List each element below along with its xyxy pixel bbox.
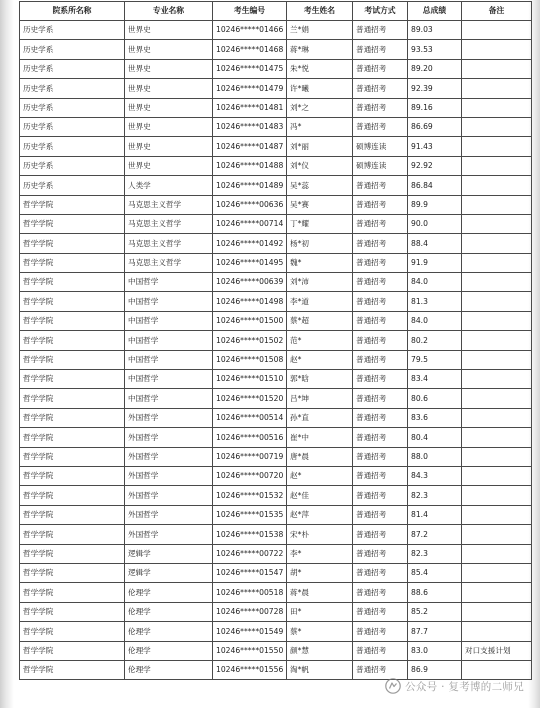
cell-major: 逻辑学 [125,563,213,582]
cell-major: 世界史 [125,21,213,40]
cell-exam-type: 普通招考 [353,602,408,621]
column-header-candidate-id: 考生编号 [213,2,287,21]
cell-major: 伦理学 [125,583,213,602]
table-row [20,389,532,408]
cell-department: 历史学系 [20,59,125,78]
cell-total-score: 83.6 [408,408,462,427]
cell-remarks [462,486,532,505]
table-row [20,59,532,78]
cell-candidate-name: 兰*娟 [287,21,353,40]
cell-department: 哲学学院 [20,408,125,427]
cell-candidate-id: 10246*****00639 [213,273,287,292]
cell-major: 人类学 [125,176,213,195]
cell-major: 中国哲学 [125,292,213,311]
cell-exam-type: 普通招考 [353,292,408,311]
cell-remarks [462,273,532,292]
cell-department: 哲学学院 [20,622,125,641]
cell-major: 中国哲学 [125,389,213,408]
cell-total-score: 84.0 [408,273,462,292]
cell-candidate-name: 胡* [287,563,353,582]
cell-remarks [462,525,532,544]
cell-department: 哲学学院 [20,544,125,563]
cell-total-score: 82.3 [408,486,462,505]
cell-department: 哲学学院 [20,486,125,505]
column-header-total-score: 总成绩 [408,2,462,21]
cell-major: 中国哲学 [125,311,213,330]
cell-candidate-id: 10246*****01508 [213,350,287,369]
cell-total-score: 81.3 [408,292,462,311]
table-row [20,563,532,582]
cell-exam-type: 普通招考 [353,544,408,563]
cell-remarks [462,660,532,679]
cell-department: 哲学学院 [20,234,125,253]
cell-candidate-name: 李* [287,544,353,563]
cell-candidate-id: 10246*****01481 [213,98,287,117]
cell-remarks [462,311,532,330]
cell-department: 哲学学院 [20,331,125,350]
cell-major: 马克思主义哲学 [125,214,213,233]
cell-total-score: 88.6 [408,583,462,602]
cell-department: 哲学学院 [20,389,125,408]
table-row [20,622,532,641]
cell-exam-type: 普通招考 [353,117,408,136]
cell-department: 历史学系 [20,21,125,40]
cell-candidate-name: 孙*直 [287,408,353,427]
cell-candidate-name: 赵* [287,466,353,485]
table-row [20,660,532,679]
cell-candidate-id: 10246*****00722 [213,544,287,563]
cell-department: 历史学系 [20,137,125,156]
cell-department: 哲学学院 [20,602,125,621]
cell-total-score: 88.0 [408,447,462,466]
cell-exam-type: 普通招考 [353,311,408,330]
table-header-row [20,2,532,21]
table-row [20,331,532,350]
cell-remarks [462,21,532,40]
cell-candidate-name: 宋*朴 [287,525,353,544]
column-header-major: 专业名称 [125,2,213,21]
cell-remarks [462,622,532,641]
cell-candidate-name: 朱*悦 [287,59,353,78]
table-row [20,292,532,311]
cell-total-score: 84.3 [408,466,462,485]
cell-candidate-id: 10246*****01479 [213,79,287,98]
cell-candidate-id: 10246*****01549 [213,622,287,641]
table-row [20,234,532,253]
cell-exam-type: 普通招考 [353,447,408,466]
cell-total-score: 89.9 [408,195,462,214]
cell-major: 马克思主义哲学 [125,234,213,253]
table-row [20,408,532,427]
cell-candidate-id: 10246*****01488 [213,156,287,175]
cell-candidate-id: 10246*****01532 [213,486,287,505]
cell-candidate-id: 10246*****01483 [213,117,287,136]
cell-remarks [462,447,532,466]
cell-total-score: 91.43 [408,137,462,156]
table-row [20,98,532,117]
cell-major: 外国哲学 [125,428,213,447]
cell-exam-type: 普通招考 [353,505,408,524]
column-header-exam-type: 考试方式 [353,2,408,21]
cell-remarks [462,350,532,369]
cell-major: 世界史 [125,137,213,156]
cell-total-score: 80.2 [408,331,462,350]
cell-major: 外国哲学 [125,466,213,485]
cell-candidate-id: 10246*****01547 [213,563,287,582]
cell-remarks [462,117,532,136]
cell-total-score: 86.9 [408,660,462,679]
cell-major: 世界史 [125,79,213,98]
watermark [385,678,524,694]
table-row [20,525,532,544]
table-row [20,505,532,524]
cell-candidate-id: 10246*****01487 [213,137,287,156]
cell-candidate-name: 刘*之 [287,98,353,117]
column-header-candidate-name: 考生姓名 [287,2,353,21]
cell-department: 哲学学院 [20,563,125,582]
cell-total-score: 80.4 [408,428,462,447]
cell-total-score: 92.92 [408,156,462,175]
cell-remarks [462,370,532,389]
cell-exam-type: 普通招考 [353,408,408,427]
cell-candidate-id: 10246*****01498 [213,292,287,311]
cell-candidate-name: 蒋*琳 [287,40,353,59]
cell-department: 哲学学院 [20,311,125,330]
cell-total-score: 84.0 [408,311,462,330]
cell-remarks [462,59,532,78]
cell-remarks [462,544,532,563]
table-row [20,370,532,389]
cell-candidate-name: 赵*佳 [287,486,353,505]
cell-candidate-name: 蒋*晨 [287,583,353,602]
table-row [20,40,532,59]
cell-department: 历史学系 [20,98,125,117]
admission-score-table [19,1,532,680]
cell-total-score: 87.2 [408,525,462,544]
cell-major: 世界史 [125,156,213,175]
table-row [20,466,532,485]
cell-remarks [462,98,532,117]
cell-exam-type: 普通招考 [353,370,408,389]
cell-major: 马克思主义哲学 [125,253,213,272]
cell-candidate-id: 10246*****00720 [213,466,287,485]
cell-major: 外国哲学 [125,408,213,427]
cell-remarks [462,331,532,350]
cell-department: 哲学学院 [20,641,125,660]
cell-total-score: 82.3 [408,544,462,563]
cell-department: 哲学学院 [20,447,125,466]
cell-candidate-name: 吕*坤 [287,389,353,408]
cell-department: 哲学学院 [20,505,125,524]
cell-candidate-id: 10246*****01502 [213,331,287,350]
cell-candidate-name: 崔*中 [287,428,353,447]
cell-exam-type: 硕博连读 [353,137,408,156]
cell-major: 中国哲学 [125,273,213,292]
cell-exam-type: 普通招考 [353,660,408,679]
column-header-remarks: 备注 [462,2,532,21]
table-row [20,544,532,563]
cell-candidate-name: 刘*仪 [287,156,353,175]
table-row [20,117,532,136]
table-row [20,214,532,233]
cell-exam-type: 普通招考 [353,486,408,505]
cell-exam-type: 普通招考 [353,59,408,78]
cell-exam-type: 普通招考 [353,79,408,98]
cell-remarks [462,253,532,272]
cell-candidate-name: 刘*丽 [287,137,353,156]
cell-total-score: 79.5 [408,350,462,369]
cell-department: 历史学系 [20,117,125,136]
cell-remarks [462,79,532,98]
cell-department: 哲学学院 [20,583,125,602]
cell-department: 哲学学院 [20,253,125,272]
cell-candidate-id: 10246*****00514 [213,408,287,427]
cell-candidate-name: 吴*赛 [287,195,353,214]
cell-remarks [462,234,532,253]
cell-total-score: 90.0 [408,214,462,233]
cell-candidate-name: 赵* [287,350,353,369]
cell-major: 伦理学 [125,622,213,641]
cell-candidate-name: 范* [287,331,353,350]
cell-candidate-id: 10246*****01510 [213,370,287,389]
cell-exam-type: 普通招考 [353,563,408,582]
cell-remarks [462,40,532,59]
cell-department: 哲学学院 [20,195,125,214]
cell-total-score: 85.2 [408,602,462,621]
cell-total-score: 91.9 [408,253,462,272]
cell-candidate-id: 10246*****01556 [213,660,287,679]
cell-candidate-name: 郭*晗 [287,370,353,389]
table-row [20,176,532,195]
cell-exam-type: 普通招考 [353,641,408,660]
table-row [20,79,532,98]
cell-total-score: 89.16 [408,98,462,117]
cell-exam-type: 普通招考 [353,622,408,641]
cell-candidate-id: 10246*****00636 [213,195,287,214]
cell-candidate-id: 10246*****01520 [213,389,287,408]
cell-candidate-id: 10246*****01466 [213,21,287,40]
table-row [20,350,532,369]
cell-exam-type: 普通招考 [353,583,408,602]
cell-total-score: 89.20 [408,59,462,78]
cell-major: 逻辑学 [125,544,213,563]
cell-major: 外国哲学 [125,447,213,466]
table-row [20,137,532,156]
cell-remarks [462,428,532,447]
cell-exam-type: 普通招考 [353,253,408,272]
cell-exam-type: 普通招考 [353,195,408,214]
cell-candidate-name: 李*道 [287,292,353,311]
cell-major: 中国哲学 [125,370,213,389]
cell-exam-type: 普通招考 [353,389,408,408]
table-row [20,311,532,330]
cell-candidate-name: 颜*慧 [287,641,353,660]
page-left-shadow [0,0,14,708]
cell-candidate-id: 10246*****01538 [213,525,287,544]
cell-total-score: 87.7 [408,622,462,641]
table-row [20,447,532,466]
cell-major: 外国哲学 [125,486,213,505]
cell-total-score: 93.53 [408,40,462,59]
table-row [20,195,532,214]
cell-total-score: 81.4 [408,505,462,524]
cell-candidate-name: 许*曦 [287,79,353,98]
cell-exam-type: 普通招考 [353,21,408,40]
cell-major: 世界史 [125,117,213,136]
table-row [20,21,532,40]
cell-major: 外国哲学 [125,525,213,544]
cell-remarks [462,389,532,408]
table-row [20,273,532,292]
cell-candidate-name: 魏* [287,253,353,272]
cell-total-score: 83.4 [408,370,462,389]
cell-department: 哲学学院 [20,214,125,233]
cell-major: 伦理学 [125,641,213,660]
cell-department: 哲学学院 [20,273,125,292]
cell-major: 马克思主义哲学 [125,195,213,214]
cell-department: 哲学学院 [20,292,125,311]
cell-candidate-id: 10246*****00728 [213,602,287,621]
cell-exam-type: 普通招考 [353,98,408,117]
cell-major: 外国哲学 [125,505,213,524]
cell-exam-type: 普通招考 [353,331,408,350]
table-row [20,156,532,175]
cell-exam-type: 普通招考 [353,40,408,59]
cell-candidate-id: 10246*****01489 [213,176,287,195]
cell-exam-type: 普通招考 [353,214,408,233]
cell-candidate-id: 10246*****01495 [213,253,287,272]
cell-major: 世界史 [125,59,213,78]
wechat-official-account-icon [385,678,401,694]
cell-department: 哲学学院 [20,660,125,679]
cell-candidate-id: 10246*****01475 [213,59,287,78]
cell-remarks [462,466,532,485]
cell-department: 历史学系 [20,40,125,59]
cell-candidate-name: 丁*耀 [287,214,353,233]
cell-exam-type: 普通招考 [353,525,408,544]
cell-candidate-name: 刘*沛 [287,273,353,292]
cell-candidate-id: 10246*****01500 [213,311,287,330]
cell-total-score: 92.39 [408,79,462,98]
cell-remarks [462,137,532,156]
cell-department: 历史学系 [20,176,125,195]
cell-major: 中国哲学 [125,331,213,350]
cell-exam-type: 普通招考 [353,234,408,253]
cell-major: 中国哲学 [125,350,213,369]
cell-major: 世界史 [125,40,213,59]
cell-remarks [462,583,532,602]
cell-candidate-id: 10246*****01492 [213,234,287,253]
table-row [20,428,532,447]
table-row [20,486,532,505]
cell-total-score: 83.0 [408,641,462,660]
cell-candidate-id: 10246*****00714 [213,214,287,233]
cell-exam-type: 普通招考 [353,466,408,485]
cell-major: 伦理学 [125,602,213,621]
cell-department: 哲学学院 [20,525,125,544]
cell-candidate-name: 冯* [287,117,353,136]
cell-candidate-name: 杨*初 [287,234,353,253]
cell-remarks [462,563,532,582]
cell-total-score: 80.6 [408,389,462,408]
cell-candidate-name: 蔡* [287,622,353,641]
cell-exam-type: 普通招考 [353,176,408,195]
cell-candidate-id: 10246*****01535 [213,505,287,524]
cell-department: 哲学学院 [20,466,125,485]
cell-remarks [462,214,532,233]
cell-total-score: 86.84 [408,176,462,195]
cell-exam-type: 硕博连读 [353,156,408,175]
cell-department: 哲学学院 [20,350,125,369]
cell-remarks [462,195,532,214]
cell-total-score: 85.4 [408,563,462,582]
cell-candidate-id: 10246*****00719 [213,447,287,466]
cell-remarks [462,505,532,524]
table-body [20,21,532,680]
cell-candidate-name: 田* [287,602,353,621]
cell-exam-type: 普通招考 [353,428,408,447]
cell-candidate-name: 唐*晨 [287,447,353,466]
cell-total-score: 88.4 [408,234,462,253]
cell-candidate-name: 赵*萍 [287,505,353,524]
cell-department: 历史学系 [20,79,125,98]
cell-candidate-id: 10246*****01550 [213,641,287,660]
cell-exam-type: 普通招考 [353,350,408,369]
cell-total-score: 86.69 [408,117,462,136]
cell-remarks [462,408,532,427]
watermark-text: 公众号 · 复考博的二师兄 [405,680,524,693]
cell-exam-type: 普通招考 [353,273,408,292]
cell-candidate-id: 10246*****00518 [213,583,287,602]
cell-remarks [462,602,532,621]
cell-remarks [462,156,532,175]
column-header-department: 院系所名称 [20,2,125,21]
table-row [20,641,532,660]
cell-department: 哲学学院 [20,370,125,389]
cell-candidate-name: 吴*蕊 [287,176,353,195]
table-row [20,583,532,602]
cell-candidate-id: 10246*****00516 [213,428,287,447]
cell-remarks: 对口支援计划 [462,641,532,660]
cell-candidate-name: 淘*帆 [287,660,353,679]
cell-major: 世界史 [125,98,213,117]
cell-candidate-id: 10246*****01468 [213,40,287,59]
cell-major: 伦理学 [125,660,213,679]
cell-total-score: 89.03 [408,21,462,40]
cell-remarks [462,292,532,311]
cell-candidate-name: 蔡*超 [287,311,353,330]
table-row [20,253,532,272]
cell-department: 历史学系 [20,156,125,175]
table-row [20,602,532,621]
cell-remarks [462,176,532,195]
cell-department: 哲学学院 [20,428,125,447]
